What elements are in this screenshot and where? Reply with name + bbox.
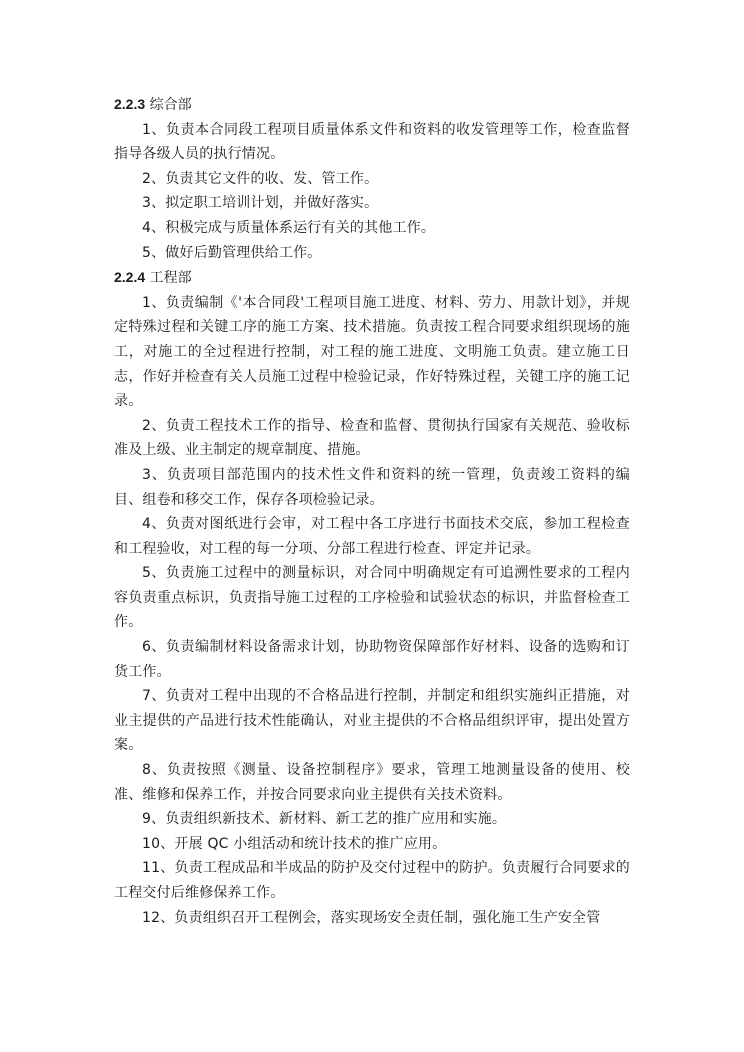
list-item: 3、拟定职工培训计划，并做好落实。	[142, 195, 379, 212]
section-heading	[114, 265, 630, 291]
section-title: 工程部	[149, 270, 192, 287]
list-item: 7、负责对工程中出现的不合格品进行控制，并制定和组织实施纠正措施，对业主提供的产品进行技术性能确认，对业主提供的不合格品组织评审，提出处置方案。	[114, 688, 630, 754]
section-engineering-dept	[114, 265, 630, 930]
section-heading	[114, 92, 630, 118]
list-item: 11、负责工程成品和半成品的防护及交付过程中的防护。负责履行合同要求的工程交付后维修保养工作。	[114, 860, 630, 901]
section-comprehensive-dept	[114, 92, 630, 265]
list-item: 4、负责对图纸进行会审，对工程中各工序进行书面技术交底，参加工程检查和工程验收，对工程的每一分项、分部工程进行检查、评定并记录。	[114, 516, 630, 557]
list-item: 6、负责编制材料设备需求计划，协助物资保障部作好材料、设备的选购和订货工作。	[114, 639, 630, 680]
list-item: 5、负责施工过程中的测量标识，对合同中明确规定有可追溯性要求的工程内容负责重点标识，负责指导施工过程的工序检验和试验状态的标识，并监督检查工作。	[114, 565, 630, 631]
list-item: 12、负责组织召开工程例会，落实现场安全责任制，强化施工生产安全管	[142, 909, 601, 926]
list-item: 1、负责本合同段工程项目质量体系文件和资料的收发管理等工作，检查监督指导各级人员的执行情况。	[114, 121, 630, 163]
list-item: 3、负责项目部范围内的技术性文件和资料的统一管理，负责竣工资料的编目、组卷和移交工作，保存各项检验记录。	[114, 466, 630, 508]
list-item: 5、做好后勤管理供给工作。	[142, 244, 322, 261]
list-item: 2、负责其它文件的收、发、管工作。	[142, 170, 379, 187]
list-item: 10、开展 QC 小组活动和统计技术的推广应用。	[142, 835, 447, 852]
section-number: 2.2.4	[114, 269, 146, 286]
list-item: 9、负责组织新技术、新材料、新工艺的推广应用和实施。	[142, 811, 507, 828]
section-title: 综合部	[149, 97, 192, 113]
list-item: 2、负责工程技术工作的指导、检查和监督、贯彻执行国家有关规范、验收标准及上级、业主制定的规章制度、措施。	[114, 417, 630, 459]
list-item: 8、负责按照《测量、设备控制程序》要求，管理工地测量设备的使用、校准、维修和保养工作，并按合同要求向业主提供有关技术资料。	[114, 762, 630, 803]
list-item: 4、积极完成与质量体系运行有关的其他工作。	[142, 219, 436, 236]
list-item: 1、负责编制《'本合同段'工程项目施工进度、材料、劳力、用款计划》，并规定特殊过程和关键工序的施工方案、技术措施。负责按工程合同要求组织现场的施工，对施工的全过程进行控制，对工程的施工进度、文明施工负责。建立施工日志，作好并检查有关人员施工过程中检验记录，作好特殊过程，关键工序的施工记录。	[114, 294, 630, 410]
document-body	[114, 92, 630, 930]
section-number: 2.2.3	[114, 96, 146, 112]
